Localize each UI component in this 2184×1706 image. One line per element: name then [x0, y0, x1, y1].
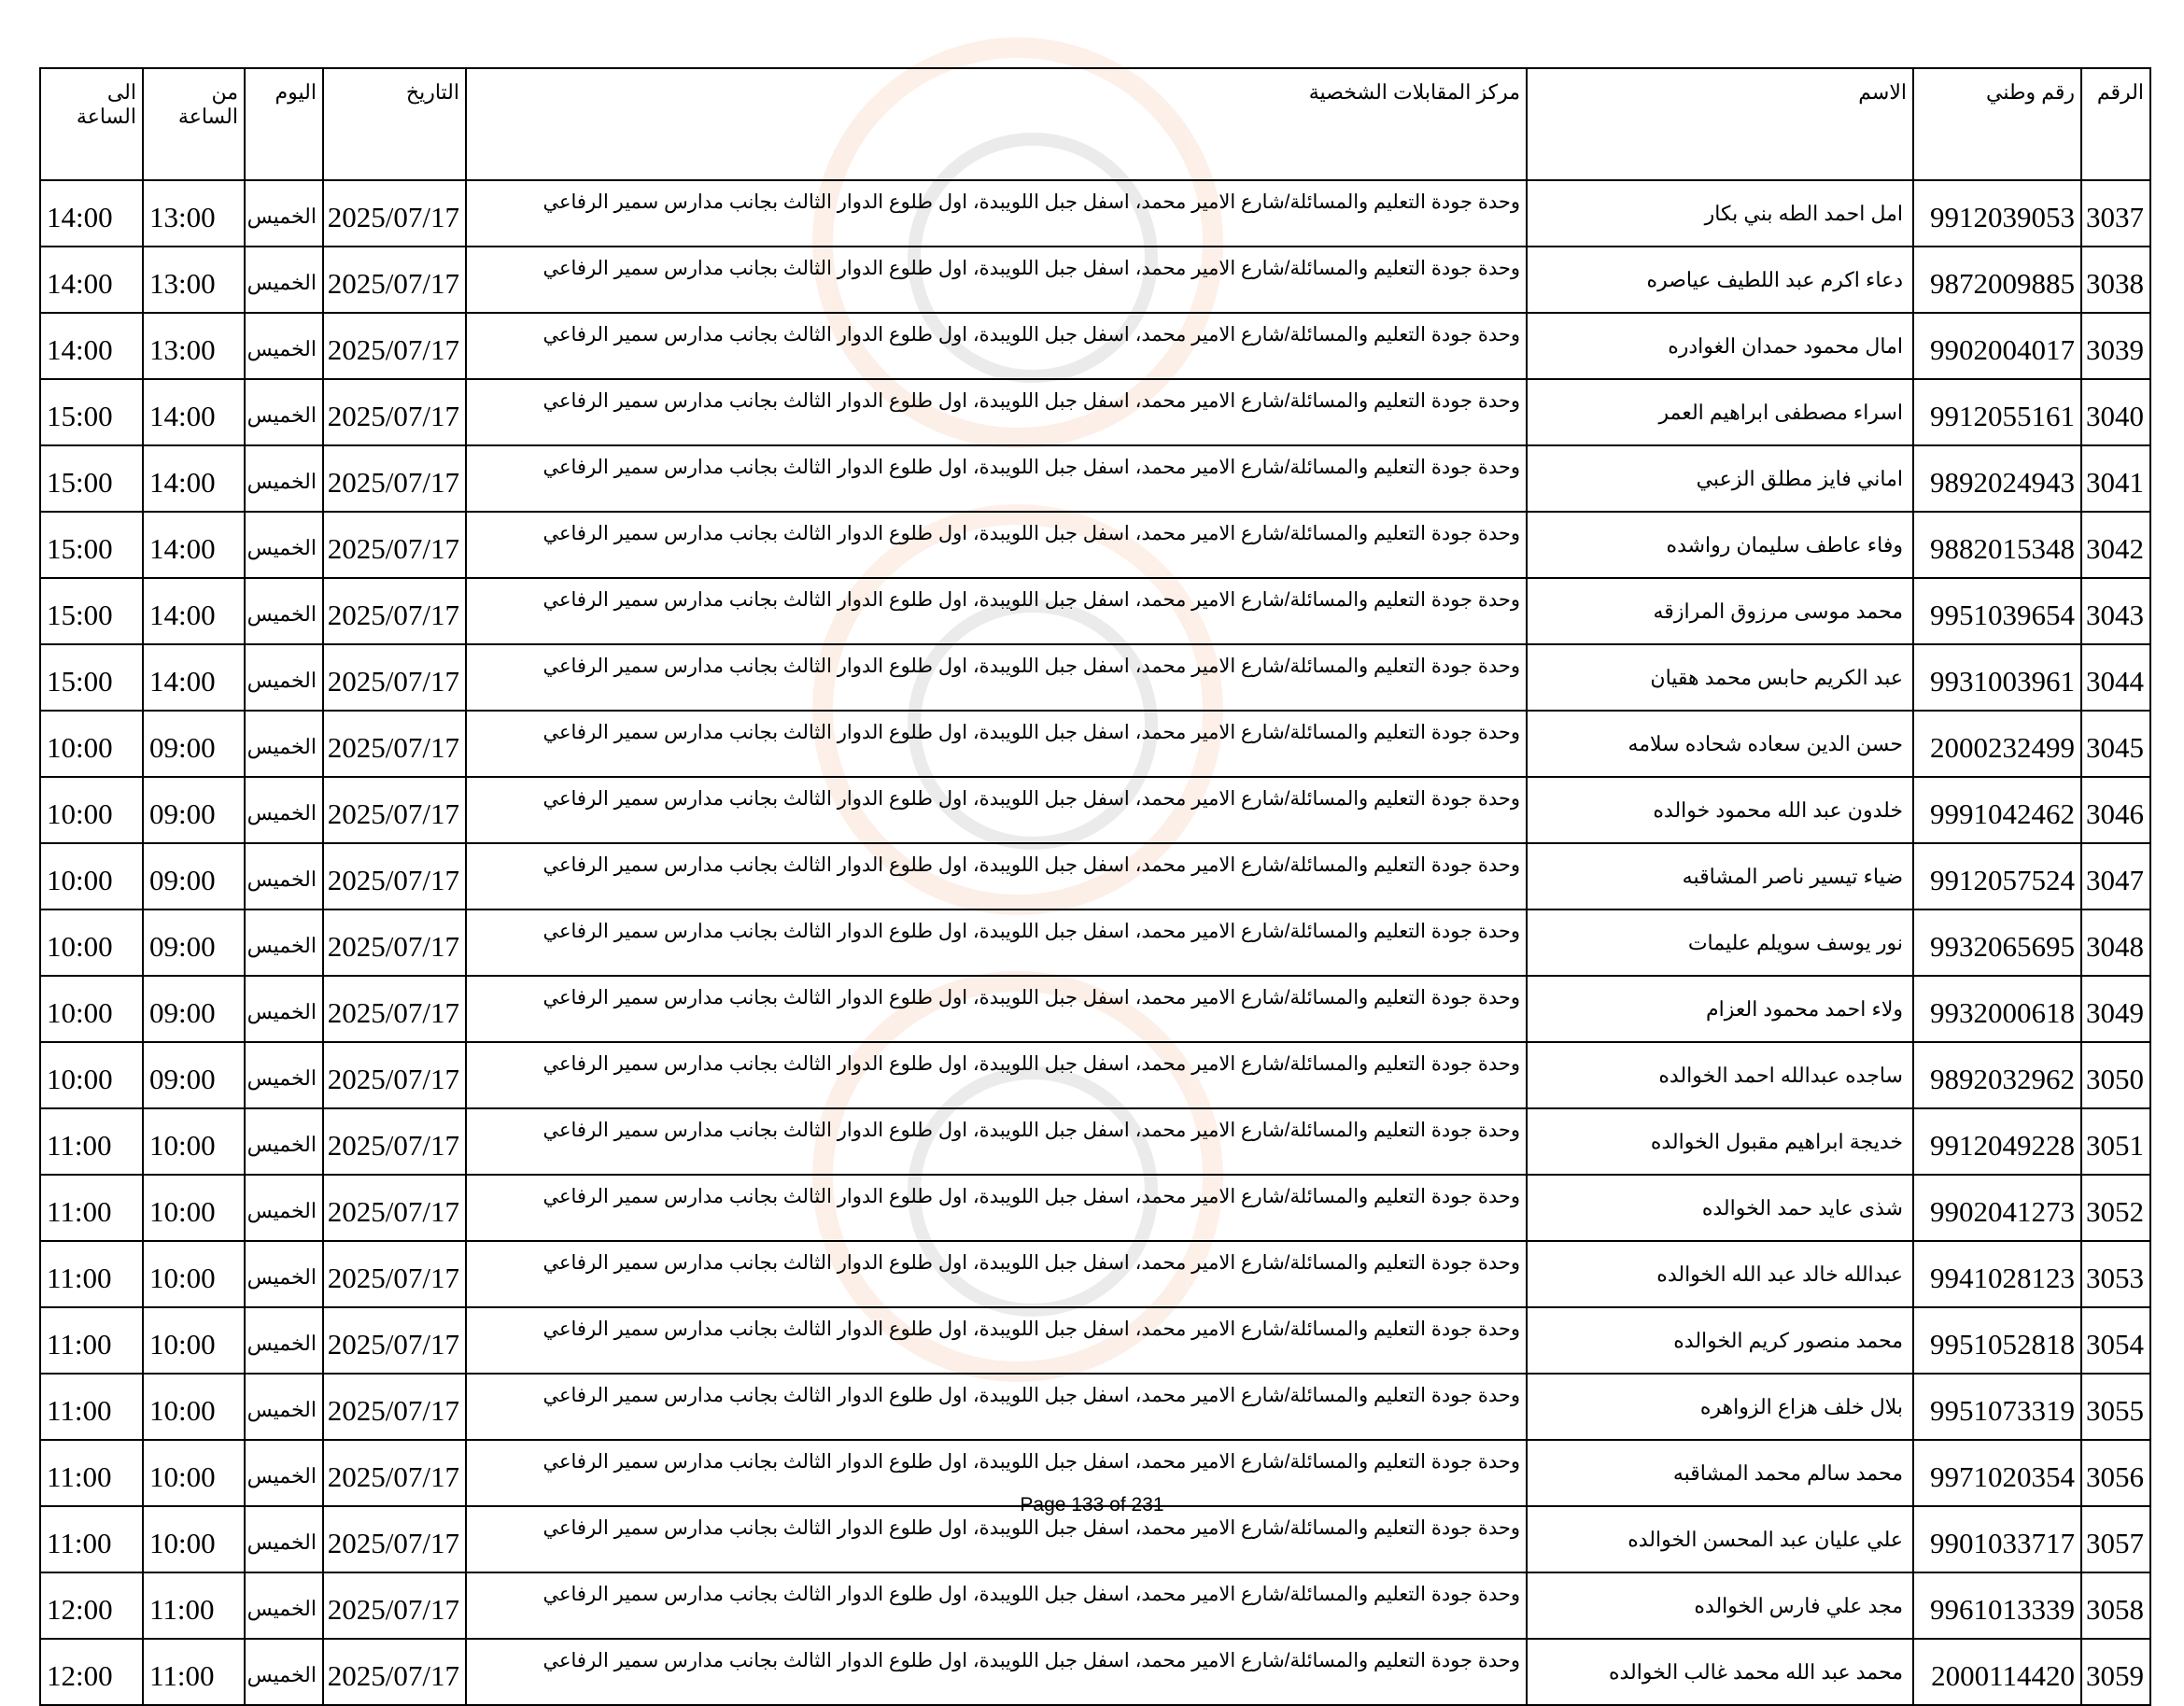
interview-date: 2025/07/17 [323, 578, 466, 644]
interview-date: 2025/07/17 [323, 180, 466, 247]
national-id: 9902041273 [1913, 1175, 2081, 1241]
table-row [40, 1175, 2150, 1241]
interview-center: وحدة جودة التعليم والمسائلة/شارع الامير محمد، اسفل جبل اللويبدة، اول طلوع الدوار الثالث بجانب مدارس سمير الرفاعي [466, 313, 1527, 379]
interview-day: الخميس [245, 1440, 323, 1506]
interview-date: 2025/07/17 [323, 1175, 466, 1241]
row-number: 3053 [2081, 1241, 2150, 1307]
from-time: 10:00 [143, 1307, 245, 1374]
table-row [40, 313, 2150, 379]
applicant-name: خلدون عبد الله محمود خوالده [1527, 777, 1913, 843]
applicant-name: اماني فايز مطلق الزعبي [1527, 445, 1913, 512]
interview-center: وحدة جودة التعليم والمسائلة/شارع الامير محمد، اسفل جبل اللويبدة، اول طلوع الدوار الثالث بجانب مدارس سمير الرفاعي [466, 1506, 1527, 1572]
applicant-name: محمد منصور كريم الخوالده [1527, 1307, 1913, 1374]
national-id: 9971020354 [1913, 1440, 2081, 1506]
row-number: 3042 [2081, 512, 2150, 578]
applicant-name: نور يوسف سويلم عليمات [1527, 909, 1913, 976]
interview-day: الخميس [245, 711, 323, 777]
row-number: 3058 [2081, 1572, 2150, 1639]
interview-center: وحدة جودة التعليم والمسائلة/شارع الامير محمد، اسفل جبل اللويبدة، اول طلوع الدوار الثالث بجانب مدارس سمير الرفاعي [466, 976, 1527, 1042]
interview-date: 2025/07/17 [323, 1241, 466, 1307]
table-row [40, 379, 2150, 445]
from-time: 13:00 [143, 313, 245, 379]
table-row [40, 909, 2150, 976]
national-id: 9912055161 [1913, 379, 2081, 445]
to-time: 10:00 [40, 1042, 143, 1108]
to-time: 11:00 [40, 1241, 143, 1307]
row-number: 3056 [2081, 1440, 2150, 1506]
national-id: 9912049228 [1913, 1108, 2081, 1175]
interview-day: الخميس [245, 1175, 323, 1241]
national-id: 2000232499 [1913, 711, 2081, 777]
applicant-name: عبدالله خالد عبد الله الخوالده [1527, 1241, 1913, 1307]
interview-center: وحدة جودة التعليم والمسائلة/شارع الامير محمد، اسفل جبل اللويبدة، اول طلوع الدوار الثالث بجانب مدارس سمير الرفاعي [466, 1175, 1527, 1241]
row-number: 3050 [2081, 1042, 2150, 1108]
interview-center: وحدة جودة التعليم والمسائلة/شارع الامير محمد، اسفل جبل اللويبدة، اول طلوع الدوار الثالث بجانب مدارس سمير الرفاعي [466, 711, 1527, 777]
interview-day: الخميس [245, 512, 323, 578]
table-row [40, 180, 2150, 247]
from-time: 14:00 [143, 644, 245, 711]
to-time: 14:00 [40, 180, 143, 247]
from-time: 13:00 [143, 247, 245, 313]
interview-date: 2025/07/17 [323, 1108, 466, 1175]
interview-center: وحدة جودة التعليم والمسائلة/شارع الامير محمد، اسفل جبل اللويبدة، اول طلوع الدوار الثالث بجانب مدارس سمير الرفاعي [466, 512, 1527, 578]
to-time: 11:00 [40, 1374, 143, 1440]
interview-center: وحدة جودة التعليم والمسائلة/شارع الامير محمد، اسفل جبل اللويبدة، اول طلوع الدوار الثالث بجانب مدارس سمير الرفاعي [466, 1241, 1527, 1307]
applicant-name: وفاء عاطف سليمان رواشده [1527, 512, 1913, 578]
header-national-id: رقم وطني [1913, 68, 2081, 180]
to-time: 10:00 [40, 843, 143, 909]
interview-date: 2025/07/17 [323, 512, 466, 578]
interview-center: وحدة جودة التعليم والمسائلة/شارع الامير محمد، اسفل جبل اللويبدة، اول طلوع الدوار الثالث بجانب مدارس سمير الرفاعي [466, 1042, 1527, 1108]
national-id: 9951073319 [1913, 1374, 2081, 1440]
header-day: اليوم [245, 68, 323, 180]
interview-day: الخميس [245, 180, 323, 247]
interview-day: الخميس [245, 379, 323, 445]
interview-date: 2025/07/17 [323, 1506, 466, 1572]
national-id: 9882015348 [1913, 512, 2081, 578]
applicant-name: ساجده عبدالله احمد الخوالده [1527, 1042, 1913, 1108]
national-id: 9932065695 [1913, 909, 2081, 976]
interview-center: وحدة جودة التعليم والمسائلة/شارع الامير محمد، اسفل جبل اللويبدة، اول طلوع الدوار الثالث بجانب مدارس سمير الرفاعي [466, 1572, 1527, 1639]
to-time: 15:00 [40, 578, 143, 644]
interview-day: الخميس [245, 247, 323, 313]
interview-date: 2025/07/17 [323, 711, 466, 777]
to-time: 12:00 [40, 1572, 143, 1639]
interview-center: وحدة جودة التعليم والمسائلة/شارع الامير محمد، اسفل جبل اللويبدة، اول طلوع الدوار الثالث بجانب مدارس سمير الرفاعي [466, 180, 1527, 247]
to-time: 11:00 [40, 1307, 143, 1374]
row-number: 3037 [2081, 180, 2150, 247]
interview-day: الخميس [245, 1374, 323, 1440]
national-id: 9941028123 [1913, 1241, 2081, 1307]
interview-day: الخميس [245, 1241, 323, 1307]
from-time: 09:00 [143, 843, 245, 909]
national-id: 9931003961 [1913, 644, 2081, 711]
interview-center: وحدة جودة التعليم والمسائلة/شارع الامير محمد، اسفل جبل اللويبدة، اول طلوع الدوار الثالث بجانب مدارس سمير الرفاعي [466, 1440, 1527, 1506]
row-number: 3051 [2081, 1108, 2150, 1175]
row-number: 3044 [2081, 644, 2150, 711]
from-time: 11:00 [143, 1572, 245, 1639]
applicant-name: ولاء احمد محمود العزام [1527, 976, 1913, 1042]
table-row [40, 1241, 2150, 1307]
applicant-name: دعاء اكرم عبد اللطيف عياصره [1527, 247, 1913, 313]
applicant-name: محمد عبد الله محمد غالب الخوالده [1527, 1639, 1913, 1705]
from-time: 10:00 [143, 1506, 245, 1572]
header-center: مركز المقابلات الشخصية [466, 68, 1527, 180]
table-row [40, 711, 2150, 777]
header-to-time: الى الساعة [40, 68, 143, 180]
applicant-name: ضياء تيسير ناصر المشاقبه [1527, 843, 1913, 909]
from-time: 09:00 [143, 1042, 245, 1108]
interview-center: وحدة جودة التعليم والمسائلة/شارع الامير محمد، اسفل جبل اللويبدة، اول طلوع الدوار الثالث بجانب مدارس سمير الرفاعي [466, 777, 1527, 843]
interview-date: 2025/07/17 [323, 1572, 466, 1639]
row-number: 3046 [2081, 777, 2150, 843]
to-time: 11:00 [40, 1175, 143, 1241]
from-time: 14:00 [143, 379, 245, 445]
to-time: 14:00 [40, 247, 143, 313]
from-time: 11:00 [143, 1639, 245, 1705]
national-id: 9932000618 [1913, 976, 2081, 1042]
from-time: 09:00 [143, 976, 245, 1042]
table-row [40, 976, 2150, 1042]
to-time: 10:00 [40, 909, 143, 976]
table-row [40, 644, 2150, 711]
national-id: 9912039053 [1913, 180, 2081, 247]
applicant-name: اسراء مصطفى ابراهيم العمر [1527, 379, 1913, 445]
from-time: 14:00 [143, 445, 245, 512]
to-time: 10:00 [40, 711, 143, 777]
interview-center: وحدة جودة التعليم والمسائلة/شارع الامير محمد، اسفل جبل اللويبدة، اول طلوع الدوار الثالث بجانب مدارس سمير الرفاعي [466, 247, 1527, 313]
applicant-name: امل احمد الطه بني بكار [1527, 180, 1913, 247]
applicant-name: عبد الكريم حابس محمد هقيان [1527, 644, 1913, 711]
header-date: التاريخ [323, 68, 466, 180]
interview-center: وحدة جودة التعليم والمسائلة/شارع الامير محمد، اسفل جبل اللويبدة، اول طلوع الدوار الثالث بجانب مدارس سمير الرفاعي [466, 1374, 1527, 1440]
interview-day: الخميس [245, 1572, 323, 1639]
row-number: 3045 [2081, 711, 2150, 777]
national-id: 9892024943 [1913, 445, 2081, 512]
row-number: 3043 [2081, 578, 2150, 644]
national-id: 9961013339 [1913, 1572, 2081, 1639]
interview-center: وحدة جودة التعليم والمسائلة/شارع الامير محمد، اسفل جبل اللويبدة، اول طلوع الدوار الثالث بجانب مدارس سمير الرفاعي [466, 445, 1527, 512]
interview-date: 2025/07/17 [323, 976, 466, 1042]
row-number: 3047 [2081, 843, 2150, 909]
table-header-row [40, 68, 2150, 180]
interview-day: الخميس [245, 1042, 323, 1108]
interview-date: 2025/07/17 [323, 247, 466, 313]
from-time: 10:00 [143, 1374, 245, 1440]
from-time: 09:00 [143, 777, 245, 843]
from-time: 10:00 [143, 1175, 245, 1241]
row-number: 3057 [2081, 1506, 2150, 1572]
to-time: 14:00 [40, 313, 143, 379]
from-time: 14:00 [143, 512, 245, 578]
table-row [40, 247, 2150, 313]
row-number: 3059 [2081, 1639, 2150, 1705]
interview-day: الخميس [245, 1639, 323, 1705]
applicant-name: علي عليان عبد المحسن الخوالده [1527, 1506, 1913, 1572]
to-time: 11:00 [40, 1440, 143, 1506]
interview-day: الخميس [245, 976, 323, 1042]
interview-date: 2025/07/17 [323, 1307, 466, 1374]
row-number: 3054 [2081, 1307, 2150, 1374]
interview-center: وحدة جودة التعليم والمسائلة/شارع الامير محمد، اسفل جبل اللويبدة، اول طلوع الدوار الثالث بجانب مدارس سمير الرفاعي [466, 578, 1527, 644]
row-number: 3052 [2081, 1175, 2150, 1241]
interview-day: الخميس [245, 777, 323, 843]
interview-date: 2025/07/17 [323, 1374, 466, 1440]
row-number: 3049 [2081, 976, 2150, 1042]
national-id: 9901033717 [1913, 1506, 2081, 1572]
from-time: 09:00 [143, 909, 245, 976]
interview-date: 2025/07/17 [323, 909, 466, 976]
applicant-name: شذى عايد حمد الخوالده [1527, 1175, 1913, 1241]
applicant-name: محمد موسى مرزوق المرازقه [1527, 578, 1913, 644]
row-number: 3048 [2081, 909, 2150, 976]
table-row [40, 445, 2150, 512]
interview-center: وحدة جودة التعليم والمسائلة/شارع الامير محمد، اسفل جبل اللويبدة، اول طلوع الدوار الثالث بجانب مدارس سمير الرفاعي [466, 1639, 1527, 1705]
interview-date: 2025/07/17 [323, 379, 466, 445]
interview-date: 2025/07/17 [323, 445, 466, 512]
interview-day: الخميس [245, 445, 323, 512]
interview-center: وحدة جودة التعليم والمسائلة/شارع الامير محمد، اسفل جبل اللويبدة، اول طلوع الدوار الثالث بجانب مدارس سمير الرفاعي [466, 1108, 1527, 1175]
interview-date: 2025/07/17 [323, 1639, 466, 1705]
interview-schedule-table [39, 67, 2151, 1706]
table-row [40, 512, 2150, 578]
national-id: 9991042462 [1913, 777, 2081, 843]
from-time: 09:00 [143, 711, 245, 777]
row-number: 3038 [2081, 247, 2150, 313]
to-time: 15:00 [40, 512, 143, 578]
interview-date: 2025/07/17 [323, 644, 466, 711]
to-time: 10:00 [40, 777, 143, 843]
interview-day: الخميس [245, 644, 323, 711]
to-time: 15:00 [40, 379, 143, 445]
row-number: 3041 [2081, 445, 2150, 512]
row-number: 3040 [2081, 379, 2150, 445]
from-time: 10:00 [143, 1440, 245, 1506]
national-id: 9912057524 [1913, 843, 2081, 909]
table-row [40, 578, 2150, 644]
applicant-name: محمد سالم محمد المشاقبه [1527, 1440, 1913, 1506]
table-row [40, 843, 2150, 909]
applicant-name: بلال خلف هزاع الزواهره [1527, 1374, 1913, 1440]
to-time: 11:00 [40, 1108, 143, 1175]
interview-day: الخميس [245, 1108, 323, 1175]
table-row [40, 1374, 2150, 1440]
applicant-name: امال محمود حمدان الغوادره [1527, 313, 1913, 379]
interview-center: وحدة جودة التعليم والمسائلة/شارع الامير محمد، اسفل جبل اللويبدة، اول طلوع الدوار الثالث بجانب مدارس سمير الرفاعي [466, 843, 1527, 909]
table-row [40, 777, 2150, 843]
table-row [40, 1108, 2150, 1175]
to-time: 11:00 [40, 1506, 143, 1572]
interview-day: الخميس [245, 578, 323, 644]
applicant-name: خديجة ابراهيم مقبول الخوالده [1527, 1108, 1913, 1175]
applicant-name: مجد علي فارس الخوالده [1527, 1572, 1913, 1639]
row-number: 3039 [2081, 313, 2150, 379]
table-row [40, 1042, 2150, 1108]
interview-date: 2025/07/17 [323, 1042, 466, 1108]
table-row [40, 1307, 2150, 1374]
row-number: 3055 [2081, 1374, 2150, 1440]
header-name: الاسم [1527, 68, 1913, 180]
interview-center: وحدة جودة التعليم والمسائلة/شارع الامير محمد، اسفل جبل اللويبدة، اول طلوع الدوار الثالث بجانب مدارس سمير الرفاعي [466, 379, 1527, 445]
national-id: 9902004017 [1913, 313, 2081, 379]
interview-day: الخميس [245, 909, 323, 976]
from-time: 13:00 [143, 180, 245, 247]
national-id: 9951039654 [1913, 578, 2081, 644]
header-num: الرقم [2081, 68, 2150, 180]
national-id: 9951052818 [1913, 1307, 2081, 1374]
interview-center: وحدة جودة التعليم والمسائلة/شارع الامير محمد، اسفل جبل اللويبدة، اول طلوع الدوار الثالث بجانب مدارس سمير الرفاعي [466, 1307, 1527, 1374]
from-time: 10:00 [143, 1241, 245, 1307]
page-number: Page 133 of 231 [1020, 1494, 1164, 1516]
to-time: 15:00 [40, 644, 143, 711]
interview-day: الخميس [245, 843, 323, 909]
header-from-time: من الساعة [143, 68, 245, 180]
interview-date: 2025/07/17 [323, 843, 466, 909]
interview-date: 2025/07/17 [323, 1440, 466, 1506]
national-id: 9872009885 [1913, 247, 2081, 313]
applicant-name: حسن الدين سعاده شحاده سلامه [1527, 711, 1913, 777]
table-row [40, 1639, 2150, 1705]
interview-date: 2025/07/17 [323, 777, 466, 843]
interview-day: الخميس [245, 313, 323, 379]
interview-day: الخميس [245, 1506, 323, 1572]
interview-center: وحدة جودة التعليم والمسائلة/شارع الامير محمد، اسفل جبل اللويبدة، اول طلوع الدوار الثالث بجانب مدارس سمير الرفاعي [466, 909, 1527, 976]
from-time: 14:00 [143, 578, 245, 644]
to-time: 15:00 [40, 445, 143, 512]
interview-day: الخميس [245, 1307, 323, 1374]
national-id: 2000114420 [1913, 1639, 2081, 1705]
table-row [40, 1572, 2150, 1639]
to-time: 10:00 [40, 976, 143, 1042]
national-id: 9892032962 [1913, 1042, 2081, 1108]
from-time: 10:00 [143, 1108, 245, 1175]
interview-center: وحدة جودة التعليم والمسائلة/شارع الامير محمد، اسفل جبل اللويبدة، اول طلوع الدوار الثالث بجانب مدارس سمير الرفاعي [466, 644, 1527, 711]
to-time: 12:00 [40, 1639, 143, 1705]
interview-date: 2025/07/17 [323, 313, 466, 379]
